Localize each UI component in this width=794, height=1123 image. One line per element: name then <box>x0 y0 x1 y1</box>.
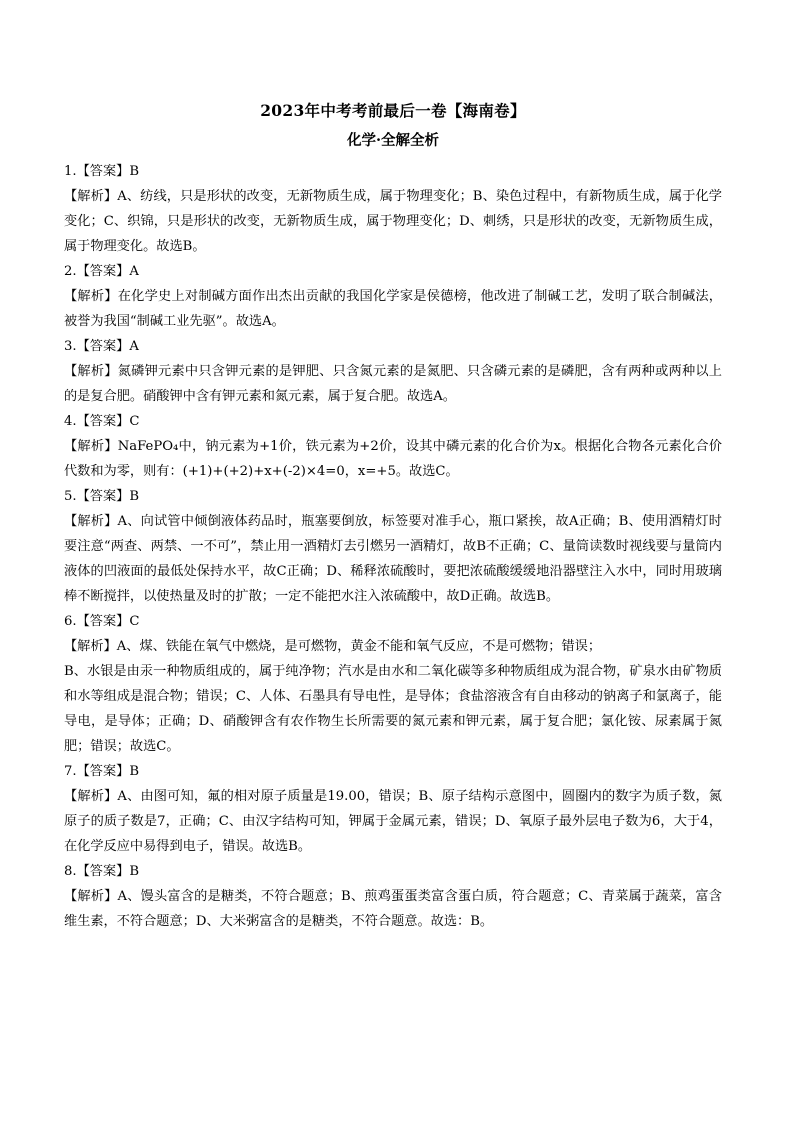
analysis-5: 【解析】A、向试管中倾倒液体药品时，瓶塞要倒放，标签要对准手心，瓶口紧挨，故A正确；B、使用酒精灯时要注意“两查、两禁、一不可”，禁止用一酒精灯去引燃另一酒精灯，故B不正确；C、量筒读数时视线要与量筒内液体的凹液面的最低处保持水平，故C正确；D、稀释浓硫酸时，要把浓硫酸缓缓地沿器壁注入水中，同时用玻璃棒不断搅拌，以使热量及时的扩散；一定不能把水注入浓硫酸中，故D正确。故选B。 <box>64 514 722 604</box>
question-6 <box>64 609 722 759</box>
question-3 <box>64 334 722 409</box>
analysis-6: 【解析】A、煤、铁能在氧气中燃烧，是可燃物，黄金不能和氧气反应，不是可燃物；错误； B、水银是由汞一种物质组成的，属于纯净物；汽水是由水和二氧化碳等多种物质组成为混合物，矿泉水由矿物质和水等组成是混合物；错误；C、人体、石墨具有导电性，是导体；食盐溶液含有自由移动的钠离子和氯离子，能导电，是导体；正确；D、硝酸钾含有农作物生长所需要的氮元素和钾元素，属于复合肥；氯化铵、尿素属于氮肥；错误；故选C。 <box>64 639 722 754</box>
answer-8: 8.【答案】B <box>64 864 140 879</box>
question-5 <box>64 484 722 609</box>
answer-5: 5.【答案】B <box>64 489 140 504</box>
analysis-1: 【解析】A、纺线，只是形状的改变，无新物质生成，属于物理变化；B、染色过程中，有新物质生成，属于化学变化；C、织锦，只是形状的改变，无新物质生成，属于物理变化；D、刺绣，只是形状的改变，无新物质生成，属于物理变化。故选B。 <box>64 189 722 254</box>
answer-1: 1.【答案】B <box>64 164 140 179</box>
analysis-7: 【解析】A、由图可知，氟的相对原子质量是19.00，错误；B、原子结构示意图中，圆圈内的数字为质子数，氮原子的质子数是7，正确；C、由汉字结构可知，钾属于金属元素，错误；D、氧原子最外层电子数为6，大于4，在化学反应中易得到电子，错误。故选B。 <box>64 789 722 854</box>
analysis-4: 【解析】NaFePO₄中，钠元素为+1价，铁元素为+2价，设其中磷元素的化合价为x。根据化合物各元素化合价代数和为零，则有：(+1)+(+2)+x+(-2)×4=0，x=+5。故选C。 <box>64 439 722 479</box>
question-2 <box>64 259 722 334</box>
answer-4: 4.【答案】C <box>64 414 140 429</box>
page-subtitle: 化学·全解全析 <box>346 132 440 149</box>
question-4 <box>64 409 722 484</box>
answer-6: 6.【答案】C <box>64 614 140 629</box>
answer-2: 2.【答案】A <box>64 264 139 279</box>
analysis-8: 【解析】A、馒头富含的是糖类，不符合题意；B、煎鸡蛋蛋类富含蛋白质，符合题意；C、青菜属于蔬菜，富含维生素，不符合题意；D、大米粥富含的是糖类，不符合题意。故选：B。 <box>64 889 722 929</box>
question-8 <box>64 859 722 934</box>
analysis-2: 【解析】在化学史上对制碱方面作出杰出贡献的我国化学家是侯德榜，他改进了制碱工艺，发明了联合制碱法，被誉为我国“制碱工业先驱”。故选A。 <box>64 289 722 329</box>
answer-3: 3.【答案】A <box>64 339 139 354</box>
page-title: 2023年中考考前最后一卷【海南卷】 <box>260 101 526 120</box>
answer-7: 7.【答案】B <box>64 764 140 779</box>
question-7 <box>64 759 722 859</box>
analysis-3: 【解析】氮磷钾元素中只含钾元素的是钾肥、只含氮元素的是氮肥、只含磷元素的是磷肥，含有两种或两种以上的是复合肥。硝酸钾中含有钾元素和氮元素，属于复合肥。故选A。 <box>64 364 722 404</box>
question-1 <box>64 159 722 259</box>
